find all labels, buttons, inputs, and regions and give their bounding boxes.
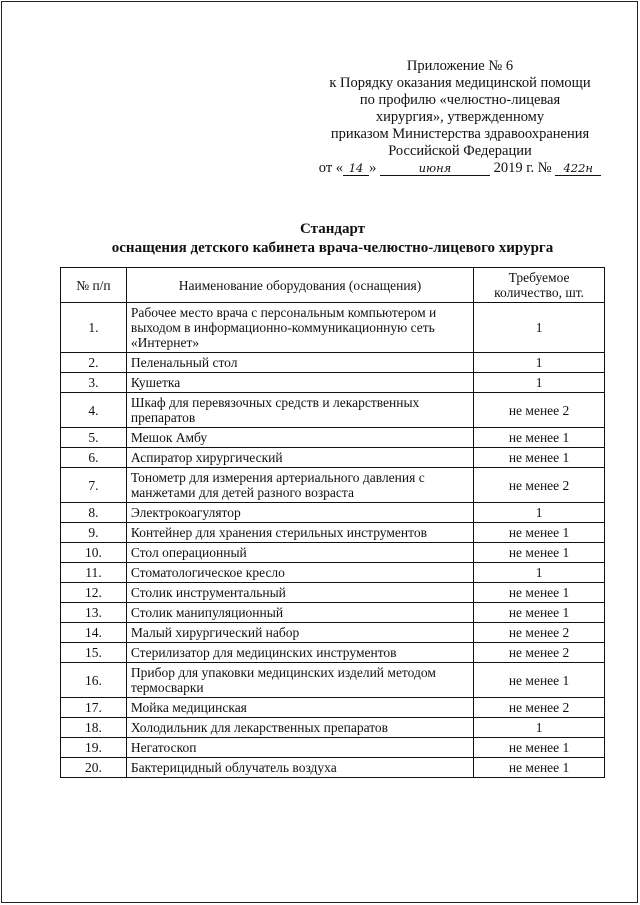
date-mid: »: [369, 160, 377, 176]
cell-qty: не менее 2: [474, 468, 605, 503]
cell-num: 11.: [61, 563, 127, 583]
cell-qty: 1: [474, 303, 605, 353]
order-date-line: [300, 160, 620, 177]
header-qty: Требуемое количество, шт.: [474, 268, 605, 303]
cell-qty: не менее 1: [474, 758, 605, 778]
cell-qty: не менее 2: [474, 698, 605, 718]
handwritten-month: июня: [380, 162, 490, 176]
cell-num: 9.: [61, 523, 127, 543]
cell-name: Кушетка: [126, 373, 473, 393]
table-row: [61, 623, 605, 643]
title-line-1: Стандарт: [300, 221, 365, 237]
cell-qty: 1: [474, 563, 605, 583]
cell-name: Столик манипуляционный: [126, 603, 473, 623]
table-row: [61, 563, 605, 583]
cell-qty: не менее 2: [474, 643, 605, 663]
cell-name: Столик инструментальный: [126, 583, 473, 603]
handwritten-order-number: 422н: [555, 162, 601, 176]
cell-qty: не менее 1: [474, 603, 605, 623]
cell-name: Негатоскоп: [126, 738, 473, 758]
date-year: 2019 г. №: [493, 160, 552, 176]
cell-num: 2.: [61, 353, 127, 373]
table-row: [61, 448, 605, 468]
document-title: [60, 220, 605, 258]
table-row: [61, 603, 605, 623]
cell-num: 13.: [61, 603, 127, 623]
cell-num: 6.: [61, 448, 127, 468]
date-prefix: от «: [318, 160, 344, 176]
table-row: [61, 303, 605, 353]
cell-name: Бактерицидный облучатель воздуха: [126, 758, 473, 778]
appendix-line: к Порядку оказания медицинской помощи: [329, 75, 591, 91]
cell-num: 20.: [61, 758, 127, 778]
cell-name: Пеленальный стол: [126, 353, 473, 373]
cell-name: Стол операционный: [126, 543, 473, 563]
table-row: [61, 523, 605, 543]
table-row: [61, 718, 605, 738]
cell-name: Мойка медицинская: [126, 698, 473, 718]
table-row: [61, 393, 605, 428]
cell-qty: не менее 2: [474, 623, 605, 643]
cell-name: Стерилизатор для медицинских инструментов: [126, 643, 473, 663]
cell-name: Контейнер для хранения стерильных инструментов: [126, 523, 473, 543]
cell-num: 7.: [61, 468, 127, 503]
cell-qty: не менее 1: [474, 428, 605, 448]
cell-num: 5.: [61, 428, 127, 448]
table-row: [61, 468, 605, 503]
cell-qty: 1: [474, 353, 605, 373]
cell-num: 14.: [61, 623, 127, 643]
cell-num: 8.: [61, 503, 127, 523]
table-header-row: [61, 268, 605, 303]
table-row: [61, 428, 605, 448]
cell-name: Холодильник для лекарственных препаратов: [126, 718, 473, 738]
equipment-table: [60, 267, 605, 778]
cell-qty: не менее 1: [474, 738, 605, 758]
cell-num: 10.: [61, 543, 127, 563]
cell-num: 1.: [61, 303, 127, 353]
cell-qty: не менее 2: [474, 393, 605, 428]
cell-num: 17.: [61, 698, 127, 718]
appendix-line: приказом Министерства здравоохранения: [330, 126, 590, 142]
title-line-2: оснащения детского кабинета врача-челюстно-лицевого хирурга: [111, 240, 554, 256]
cell-qty: 1: [474, 373, 605, 393]
handwritten-day: 14: [343, 162, 369, 176]
cell-qty: не менее 1: [474, 523, 605, 543]
cell-num: 16.: [61, 663, 127, 698]
table-row: [61, 643, 605, 663]
cell-qty: 1: [474, 718, 605, 738]
appendix-line: хирургия», утвержденному: [375, 109, 545, 125]
cell-name: Стоматологическое кресло: [126, 563, 473, 583]
cell-qty: не менее 1: [474, 448, 605, 468]
cell-num: 19.: [61, 738, 127, 758]
cell-num: 18.: [61, 718, 127, 738]
table-row: [61, 373, 605, 393]
cell-qty: не менее 1: [474, 663, 605, 698]
appendix-header: [300, 58, 620, 177]
table-row: [61, 663, 605, 698]
cell-qty: 1: [474, 503, 605, 523]
cell-num: 15.: [61, 643, 127, 663]
header-name: Наименование оборудования (оснащения): [126, 268, 473, 303]
header-num: № п/п: [61, 268, 127, 303]
table-body: [61, 303, 605, 778]
appendix-line: Российской Федерации: [388, 143, 532, 159]
table-row: [61, 698, 605, 718]
appendix-line: по профилю «челюстно-лицевая: [359, 92, 561, 108]
table-row: [61, 543, 605, 563]
cell-num: 3.: [61, 373, 127, 393]
table-row: [61, 583, 605, 603]
table-row: [61, 738, 605, 758]
cell-name: Рабочее место врача с персональным компьютером и выходом в информационно-коммуникационную сеть «Интернет»: [126, 303, 473, 353]
cell-qty: не менее 1: [474, 543, 605, 563]
cell-num: 12.: [61, 583, 127, 603]
cell-name: Малый хирургический набор: [126, 623, 473, 643]
cell-name: Электрокоагулятор: [126, 503, 473, 523]
cell-name: Мешок Амбу: [126, 428, 473, 448]
table-row: [61, 758, 605, 778]
appendix-line: Приложение № 6: [406, 58, 514, 74]
cell-name: Шкаф для перевязочных средств и лекарственных препаратов: [126, 393, 473, 428]
cell-qty: не менее 1: [474, 583, 605, 603]
cell-name: Тонометр для измерения артериального давления с манжетами для детей разного возраста: [126, 468, 473, 503]
cell-num: 4.: [61, 393, 127, 428]
table-row: [61, 353, 605, 373]
cell-name: Прибор для упаковки медицинских изделий методом термосварки: [126, 663, 473, 698]
table-row: [61, 503, 605, 523]
cell-name: Аспиратор хирургический: [126, 448, 473, 468]
